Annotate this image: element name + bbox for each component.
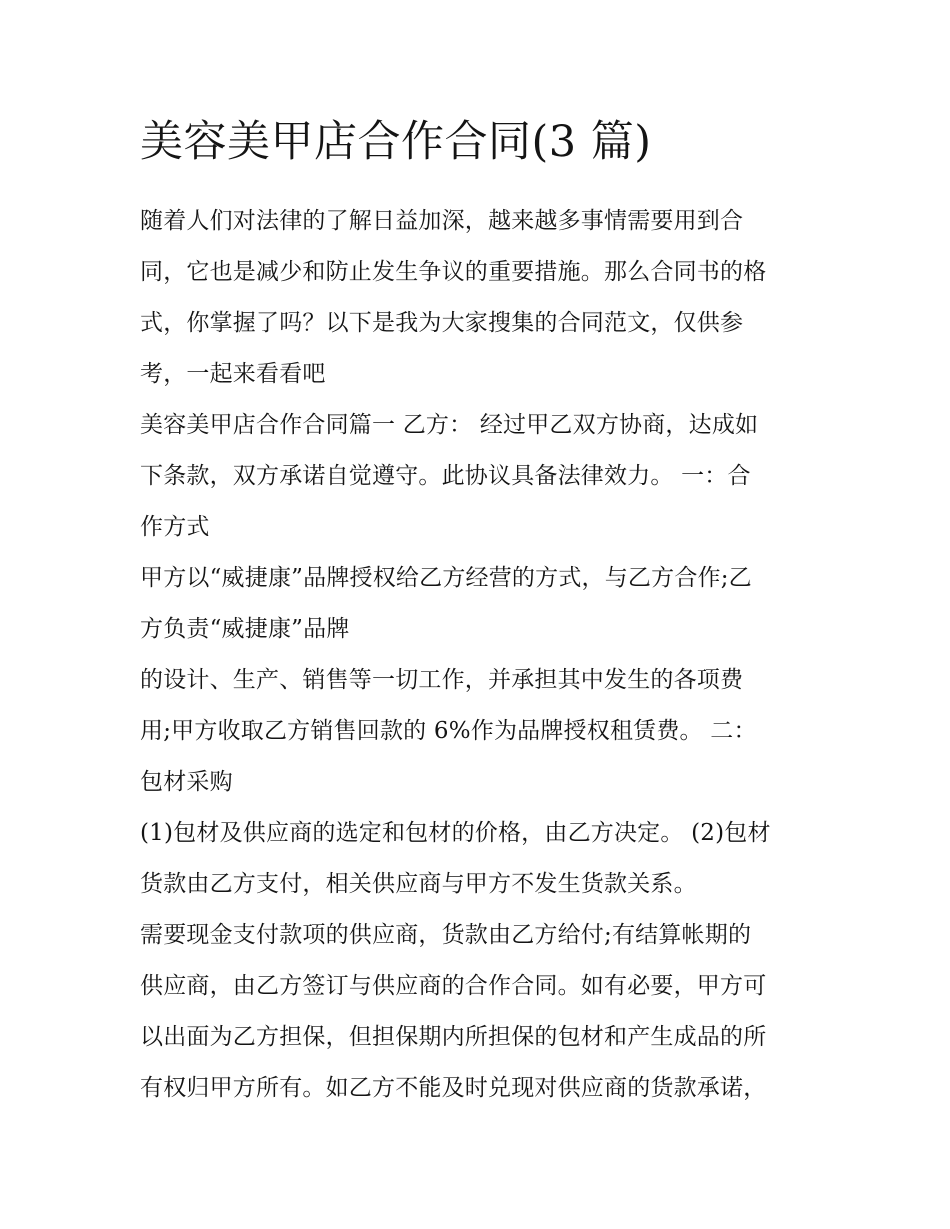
text-line: 有权归甲方所有。如乙方不能及时兑现对供应商的货款承诺， xyxy=(140,1075,767,1101)
document-body xyxy=(140,196,820,1114)
text-line: 下条款，双方承诺自觉遵守。此协议具备法律效力。 一：合 xyxy=(140,463,751,489)
document-title: 美容美甲店合作合同(3 篇) xyxy=(140,117,652,167)
text-line: 式，你掌握了吗？以下是我为大家搜集的合同范文，仅供参 xyxy=(140,310,744,336)
text-line: (1)包材及供应商的选定和包材的价格，由乙方决定。 (2)包材 xyxy=(140,820,771,846)
text-line: 方负责“威捷康”品牌 xyxy=(140,616,350,642)
text-line: 的设计、生产、销售等一切工作，并承担其中发生的各项费 xyxy=(140,667,744,693)
text-line: 作方式 xyxy=(140,514,210,540)
text-line: 包材采购 xyxy=(140,769,233,795)
text-line: 随着人们对法律的了解日益加深，越来越多事情需要用到合 xyxy=(140,208,744,234)
text-line: 供应商，由乙方签订与供应商的合作合同。如有必要，甲方可 xyxy=(140,973,767,999)
text-line: 甲方以“威捷康”品牌授权给乙方经营的方式，与乙方合作;乙 xyxy=(140,565,752,591)
text-line: 以出面为乙方担保，但担保期内所担保的包材和产生成品的所 xyxy=(140,1024,767,1050)
text-line: 美容美甲店合作合同篇一 乙方： 经过甲乙双方协商，达成如 xyxy=(140,412,759,438)
text-line: 同，它也是减少和防止发生争议的重要措施。那么合同书的格 xyxy=(140,259,767,285)
text-line: 需要现金支付款项的供应商，货款由乙方给付;有结算帐期的 xyxy=(140,922,752,948)
text-line: 货款由乙方支付，相关供应商与甲方不发生货款关系。 xyxy=(140,871,697,897)
text-line: 考，一起来看看吧 xyxy=(140,361,326,387)
text-line: 用;甲方收取乙方销售回款的 6%作为品牌授权租赁费。 二： xyxy=(140,718,757,744)
